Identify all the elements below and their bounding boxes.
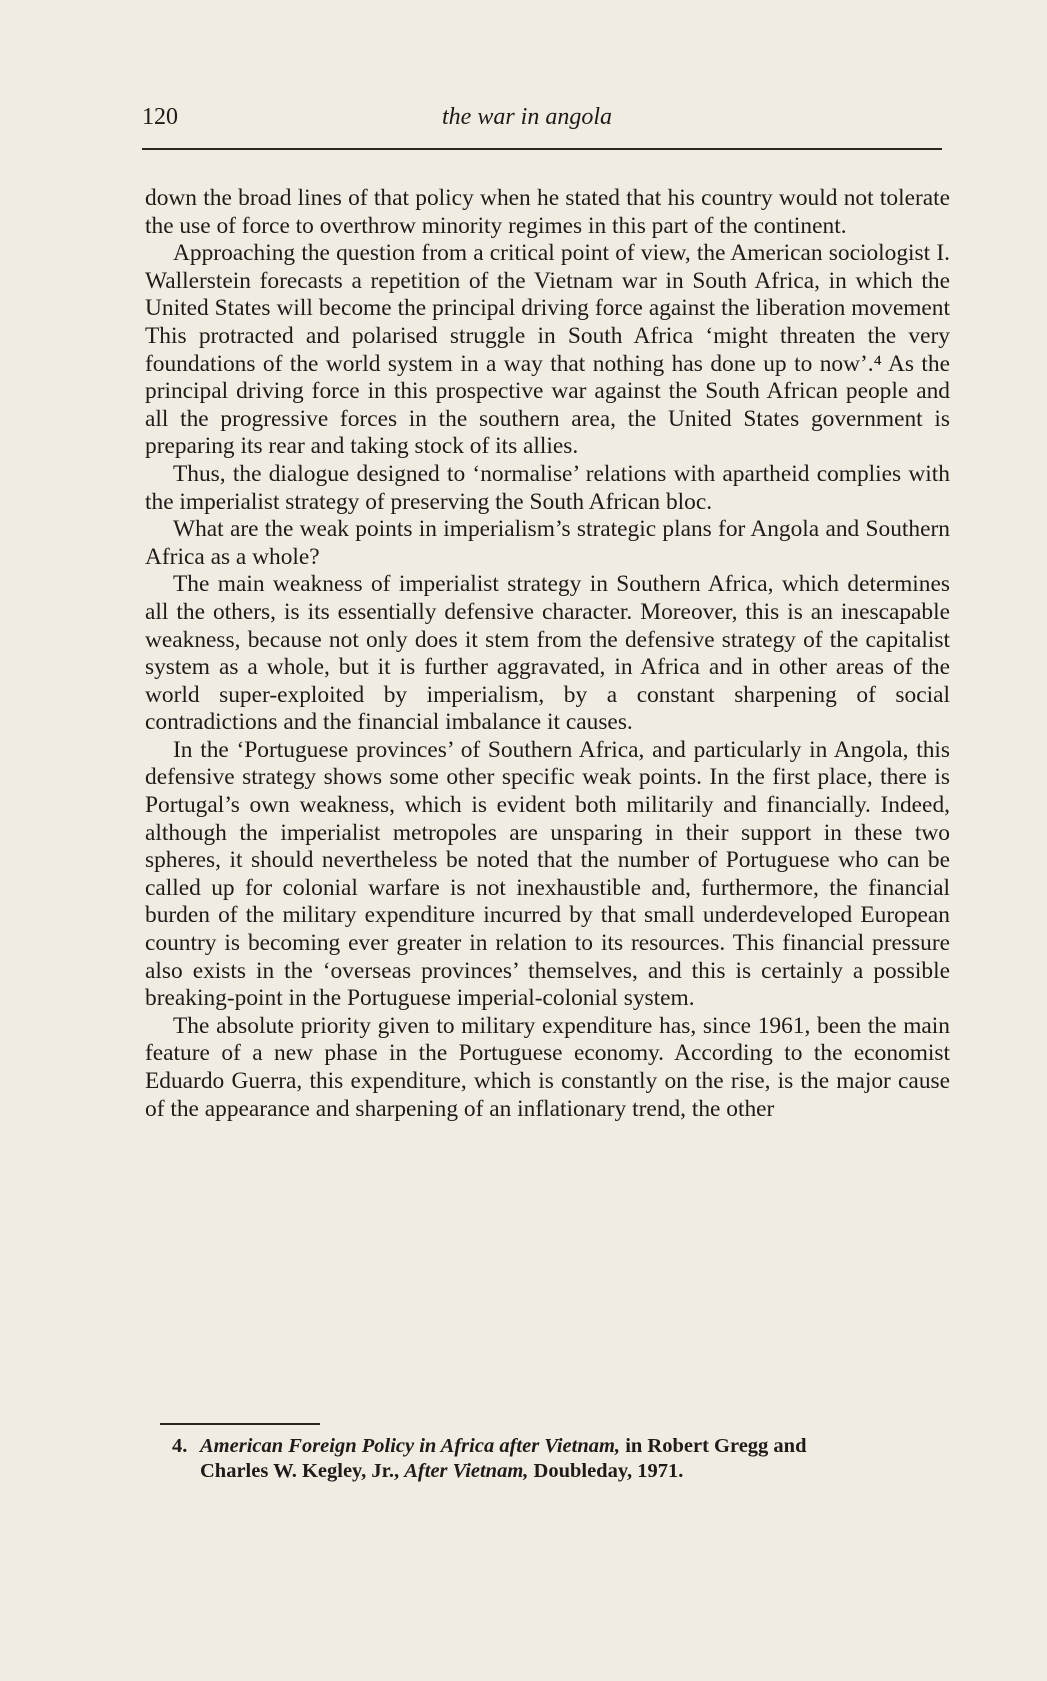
footnote-publisher: Doubleday, 1971. <box>528 1460 684 1482</box>
footnote <box>172 1434 962 1484</box>
footnote-article-title: American Foreign Policy in Africa after Vietnam, <box>200 1435 621 1457</box>
paragraph: What are the weak points in imperialism’s strategic plans for Angola and Southern Africa as a whole? <box>145 516 950 570</box>
running-head: the war in angola <box>442 104 613 130</box>
footnote-line-1 <box>172 1434 962 1459</box>
header-rule <box>142 148 942 150</box>
footnote-authors: Charles W. Kegley, Jr., <box>200 1460 405 1482</box>
paragraph: In the ‘Portuguese provinces’ of Southern Africa, and particularly in Angola, this defensive strategy shows some other specific weak points. In the first place, there is Portugal’s own weakness, which is evident both militarily and financially. Indeed, although the imperialist metropoles are unsparing in their support in these two spheres, it should nevertheless be noted that the number of Portuguese who can be called up for colonial warfare is not inexhaustible and, furthermore, the financial burden of the military expenditure incurred by that small underdeveloped European country is becoming ever greater in relation to its resources. This financial pressure also exists in the ‘overseas provinces’ themselves, and this is certainly a possible breaking-point in the Portuguese imperial-colonial system. <box>145 736 950 1012</box>
footnote-in-text: in Robert Gregg and <box>620 1435 807 1457</box>
paragraph: down the broad lines of that policy when he stated that his country would not tolerate the use of force to overthrow minority regimes in this part of the continent. <box>145 185 950 239</box>
footnote-line-2 <box>172 1459 962 1484</box>
body-text <box>145 185 950 1123</box>
paragraph: Thus, the dialogue designed to ‘normalise’ relations with apartheid complies with the imperialist strategy of preserving the South African bloc. <box>145 460 950 515</box>
paragraph: Approaching the question from a critical point of view, the American sociologist I. Wallerstein forecasts a repetition of the Vietnam war in South Africa, in which the United States will become the principal driving force against the liberation movement This protracted and polarised struggle in South Africa ‘might threaten the very foundations of the world system in a way that nothing has done up to now’.⁴ As the principal driving force in this prospective war against the South African people and all the progressive forces in the southern area, the United States government is preparing its rear and taking stock of its allies. <box>145 240 950 460</box>
paragraph: The absolute priority given to military expenditure has, since 1961, been the main feature of a new phase in the Portuguese economy. According to the economist Eduardo Guerra, this expenditure, which is constantly on the rise, is the major cause of the appearance and sharpening of an inflationary trend, the other <box>145 1012 950 1122</box>
footnote-number: 4. <box>172 1435 188 1457</box>
paragraph: The main weakness of imperialist strategy in Southern Africa, which determines all the others, is its essentially defensive character. Moreover, this is an inescapable weakness, because not only does it stem from the defensive strategy of the capitalist system as a whole, but it is further aggravated, in Africa and in other areas of the world super-exploited by imperialism, by a constant sharpening of social contradictions and the financial imbalance it causes. <box>145 571 950 736</box>
page-number: 120 <box>142 104 178 130</box>
page-header <box>142 104 942 144</box>
footnote-rule <box>160 1423 320 1425</box>
footnote-book-title: After Vietnam, <box>404 1460 529 1482</box>
